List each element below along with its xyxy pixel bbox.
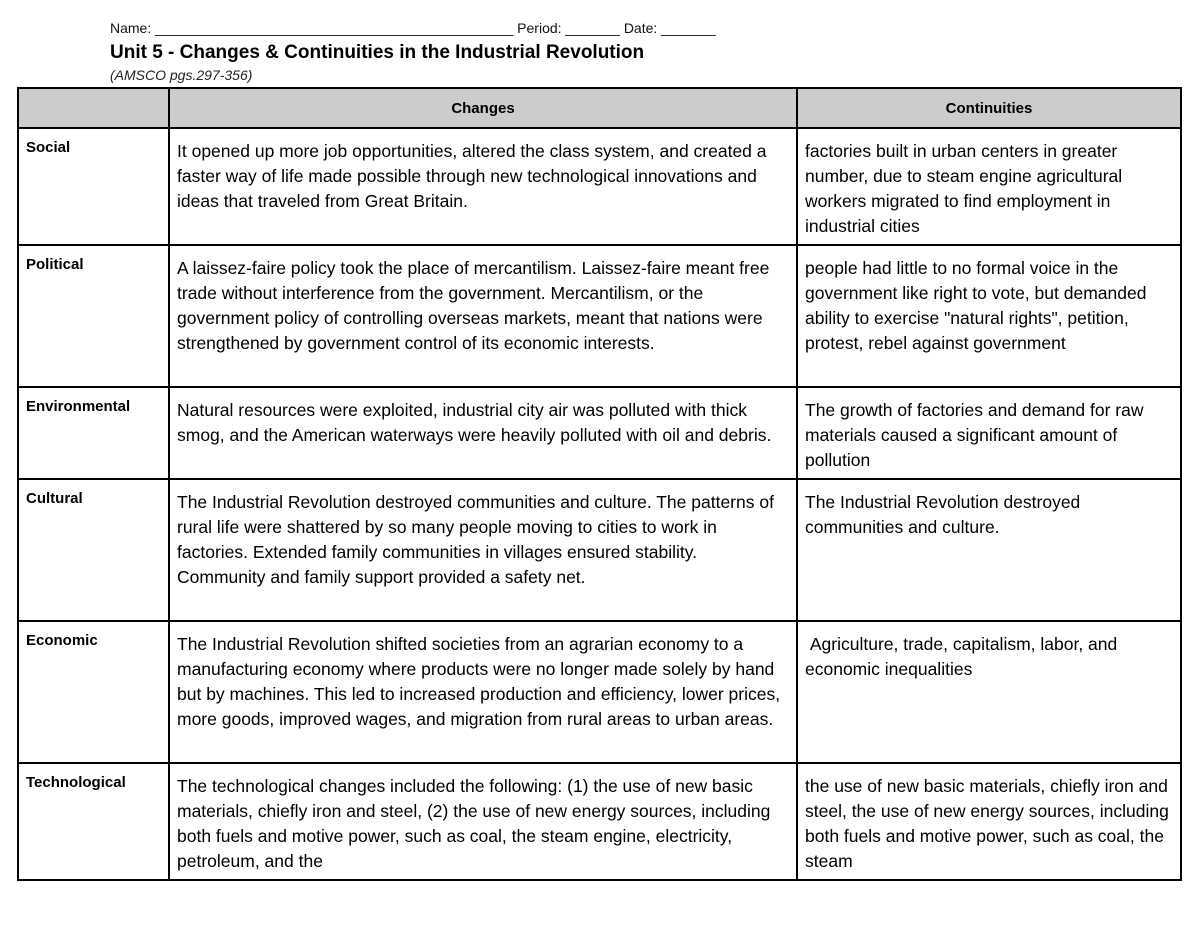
- table-row-environmental: [18, 387, 1181, 479]
- table-row-cultural: [18, 479, 1181, 621]
- row-label-political: Political: [18, 245, 169, 387]
- name-period-date-line: Name: ______________________________________________ Period: _______ Date: _______: [110, 20, 716, 36]
- table-row-technological: [18, 763, 1181, 880]
- page-subtitle: (AMSCO pgs.297-356): [110, 67, 253, 83]
- continuities-cell-technological: the use of new basic materials, chiefly iron and steel, the use of new energy sources, including both fuels and motive power, such as coal, the steam: [797, 763, 1181, 880]
- page-title: Unit 5 - Changes & Continuities in the Industrial Revolution: [110, 42, 645, 63]
- row-label-social: Social: [18, 128, 169, 245]
- row-label-cultural: Cultural: [18, 479, 169, 621]
- continuities-cell-political: people had little to no formal voice in the government like right to vote, but demanded ability to exercise "natural rights", petition, protest, rebel against government: [797, 245, 1181, 387]
- table-row-political: [18, 245, 1181, 387]
- continuities-cell-cultural: The Industrial Revolution destroyed communities and culture.: [797, 479, 1181, 621]
- row-label-economic: Economic: [18, 621, 169, 763]
- row-label-technological: Technological: [18, 763, 169, 880]
- row-label-environmental: Environmental: [18, 387, 169, 479]
- table-row-economic: [18, 621, 1181, 763]
- continuities-cell-economic: Agriculture, trade, capitalism, labor, and economic inequalities: [797, 621, 1181, 763]
- column-header-category: [18, 88, 169, 128]
- continuities-cell-social: factories built in urban centers in greater number, due to steam engine agricultural workers migrated to find employment in industrial cities: [797, 128, 1181, 245]
- changes-cell-technological: The technological changes included the following: (1) the use of new basic materials, chiefly iron and steel, (2) the use of new energy sources, including both fuels and motive power, such as coal, the steam engine, electricity, petroleum, and the: [169, 763, 797, 880]
- changes-cell-economic: The Industrial Revolution shifted societies from an agrarian economy to a manufacturing economy where products were no longer made solely by hand but by machines. This led to increased production and efficiency, lower prices, more goods, improved wages, and migration from rural areas to urban areas.: [169, 621, 797, 763]
- changes-cell-cultural: The Industrial Revolution destroyed communities and culture. The patterns of rural life were shattered by so many people moving to cities to work in factories. Extended family communities in villages ensured stability. Community and family support provided a safety net.: [169, 479, 797, 621]
- column-header-continuities: Continuities: [797, 88, 1181, 128]
- changes-cell-environmental: Natural resources were exploited, industrial city air was polluted with thick smog, and the American waterways were heavily polluted with oil and debris.: [169, 387, 797, 479]
- table-row-social: [18, 128, 1181, 245]
- changes-cell-social: It opened up more job opportunities, altered the class system, and created a faster way of life made possible through new technological innovations and ideas that traveled from Great Britain.: [169, 128, 797, 245]
- table-header-row: [18, 88, 1181, 128]
- continuities-cell-environmental: The growth of factories and demand for raw materials caused a significant amount of pollution: [797, 387, 1181, 479]
- column-header-changes: Changes: [169, 88, 797, 128]
- changes-cell-political: A laissez-faire policy took the place of mercantilism. Laissez-faire meant free trade without interference from the government. Mercantilism, or the government policy of controlling overseas markets, meant that nations were strengthened by government control of its economic interests.: [169, 245, 797, 387]
- changes-continuities-table: [17, 87, 1182, 881]
